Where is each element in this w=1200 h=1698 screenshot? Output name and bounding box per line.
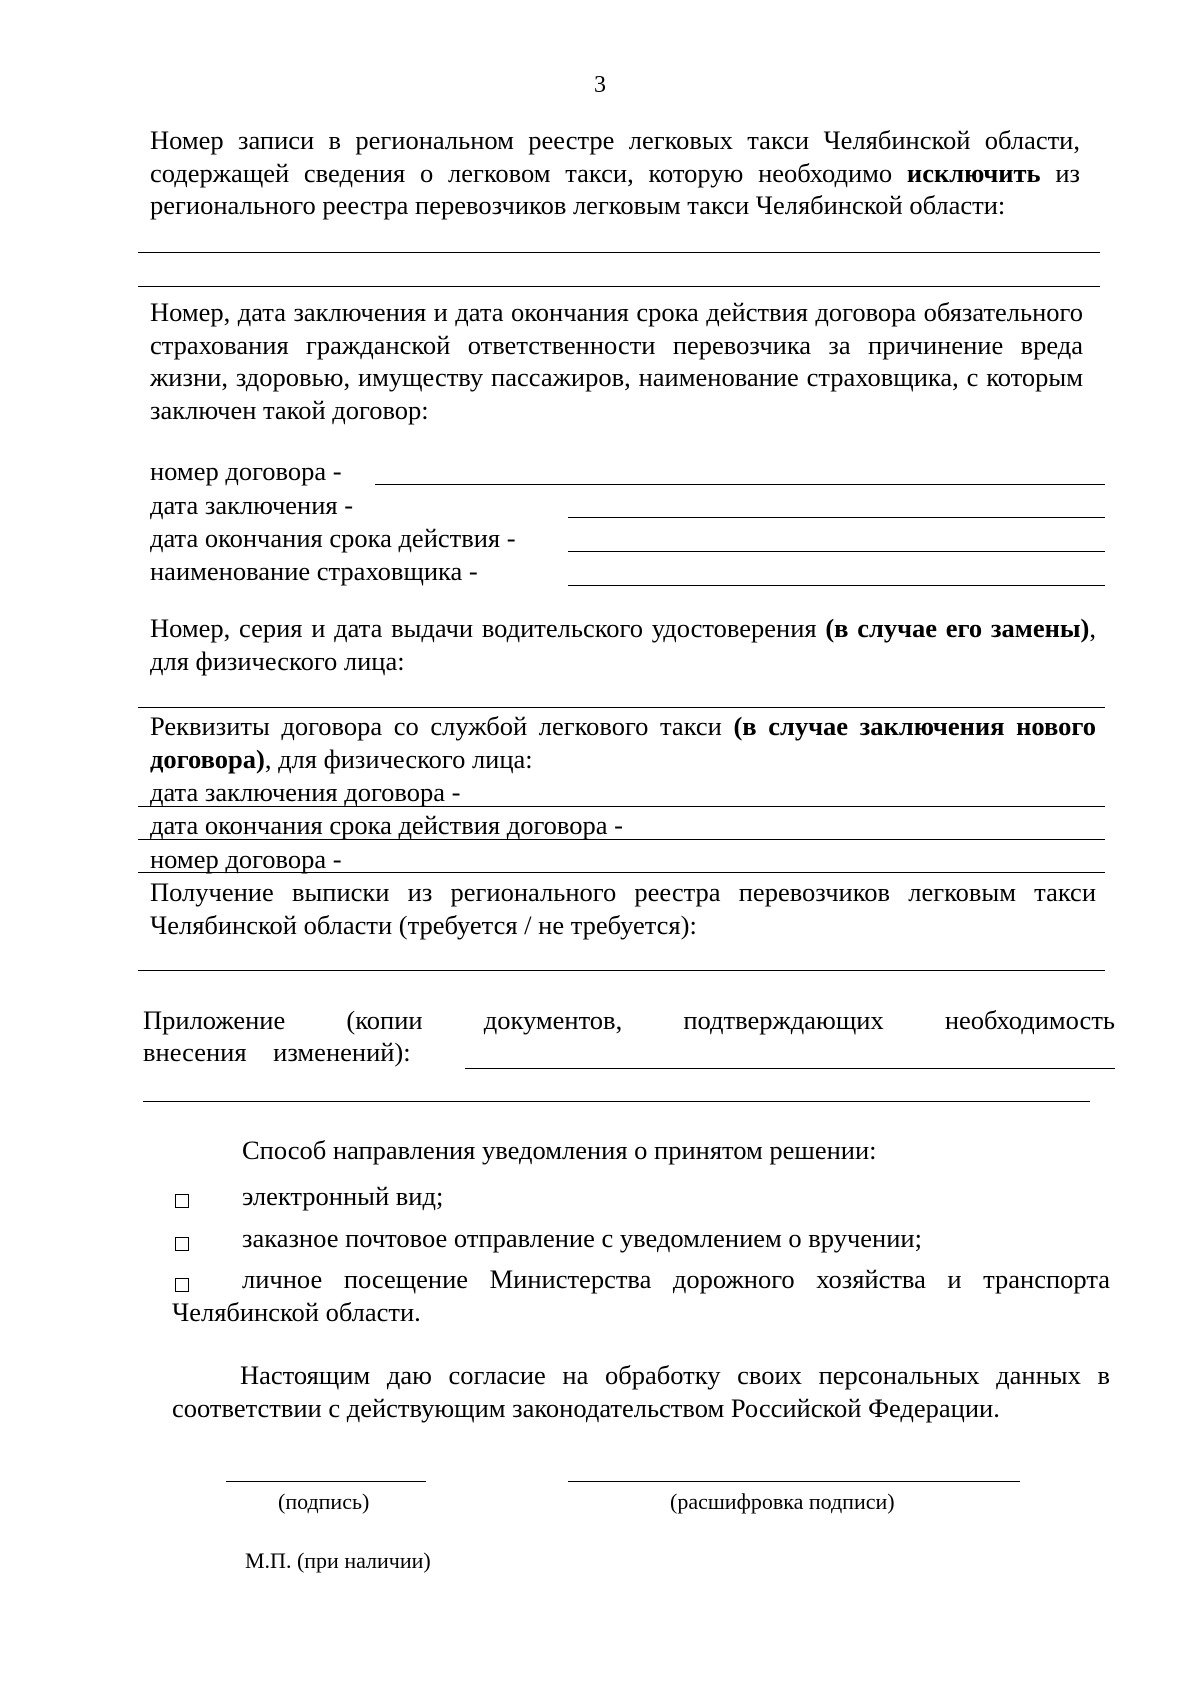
- taxi-contract-expiry-date-field[interactable]: [138, 839, 1105, 840]
- electronic-checkbox[interactable]: [175, 1194, 189, 1208]
- signature-decoding-caption: (расшифровка подписи): [670, 1489, 895, 1514]
- attachment-line2: внесения изменений):: [143, 1037, 411, 1067]
- stamp-note: М.П. (при наличии): [245, 1548, 431, 1573]
- driver-license-bold-note: (в случае его замены): [825, 613, 1090, 643]
- taxi-contract-conclusion-date-label: дата заключения договора -: [150, 777, 461, 807]
- signature-caption: (подпись): [278, 1489, 370, 1514]
- insurance-contract-number-label: номер договора -: [150, 456, 342, 486]
- registry-extract-field[interactable]: [138, 970, 1105, 971]
- taxi-contract-conclusion-date-field[interactable]: [138, 806, 1105, 807]
- taxi-service-bold-note: (в случае заключения нового договора): [150, 711, 1096, 774]
- notification-method-title: Способ направления уведомления о принятом решении:: [242, 1135, 877, 1165]
- attachment-line1: Приложение (копии документов, подтверждающих необходимость: [143, 1005, 1115, 1035]
- driver-license-field[interactable]: [138, 707, 1105, 708]
- insurer-name-label: наименование страховщика -: [150, 556, 478, 586]
- visit-option-label-line2: Челябинской области.: [172, 1297, 421, 1327]
- registry-entry-field-line[interactable]: [138, 286, 1100, 287]
- taxi-contract-number-field[interactable]: [138, 872, 1105, 873]
- taxi-service-contract-text: [150, 710, 1096, 775]
- signature-decoding-field[interactable]: [568, 1481, 1020, 1482]
- driver-license-text-start: Номер, серия и дата выдачи водительского удостоверения: [150, 613, 826, 643]
- insurer-name-field[interactable]: [568, 585, 1105, 586]
- page-number: 3: [594, 72, 606, 98]
- registry-entry-text-end: из регионального реестра перевозчиков легковым такси Челябинской области:: [150, 157, 1080, 220]
- registry-entry-text: [150, 124, 1080, 222]
- registry-extract-text: Получение выписки из регионального реестра перевозчиков легковым такси Челябинской области (требуется / не требуется):: [150, 877, 1096, 940]
- signature-field[interactable]: [226, 1481, 426, 1482]
- consent-line2: соответствии с действующим законодательством Российской Федерации.: [172, 1393, 1000, 1423]
- exclude-word: исключить: [906, 157, 1041, 188]
- mail-checkbox[interactable]: [175, 1237, 189, 1251]
- electronic-option-label: электронный вид;: [242, 1181, 444, 1211]
- attachment-field-2[interactable]: [143, 1101, 1090, 1102]
- driver-license-text-end: , для физического лица:: [150, 613, 1096, 676]
- registry-entry-text-start: Номер записи в региональном реестре легковых такси Челябинской области, содержащей сведения о легковом такси, которую необходимо: [150, 125, 1080, 188]
- taxi-service-text-end: , для физического лица:: [264, 743, 533, 774]
- mail-option-label: заказное почтовое отправление с уведомлением о вручении;: [242, 1223, 922, 1253]
- taxi-contract-number-label: номер договора -: [150, 844, 342, 874]
- taxi-contract-expiry-date-label: дата окончания срока действия договора -: [150, 810, 623, 840]
- insurance-expiry-date-field[interactable]: [568, 551, 1105, 552]
- insurance-contract-number-field[interactable]: [375, 484, 1105, 485]
- consent-line1: Настоящим даю согласие на обработку своих персональных данных в: [240, 1360, 1110, 1390]
- insurance-expiry-date-label: дата окончания срока действия -: [150, 523, 516, 553]
- visit-checkbox[interactable]: [175, 1278, 189, 1292]
- attachment-field-1[interactable]: [465, 1068, 1115, 1069]
- visit-option-label-line1: личное посещение Министерства дорожного хозяйства и транспорта: [242, 1264, 1110, 1294]
- insurance-contract-text: Номер, дата заключения и дата окончания срока действия договора обязательного страхования гражданской ответственности перевозчика за причинение вреда жизни, здоровью, имуществу пассажиров, наименование страховщика, с которым заключен такой договор:: [150, 297, 1083, 425]
- registry-entry-underline: [138, 252, 1100, 253]
- taxi-service-text-start: Реквизиты договора со службой легкового такси: [150, 711, 734, 741]
- insurance-conclusion-date-label: дата заключения -: [150, 490, 354, 520]
- driver-license-text: [150, 612, 1096, 677]
- insurance-conclusion-date-field[interactable]: [568, 517, 1105, 518]
